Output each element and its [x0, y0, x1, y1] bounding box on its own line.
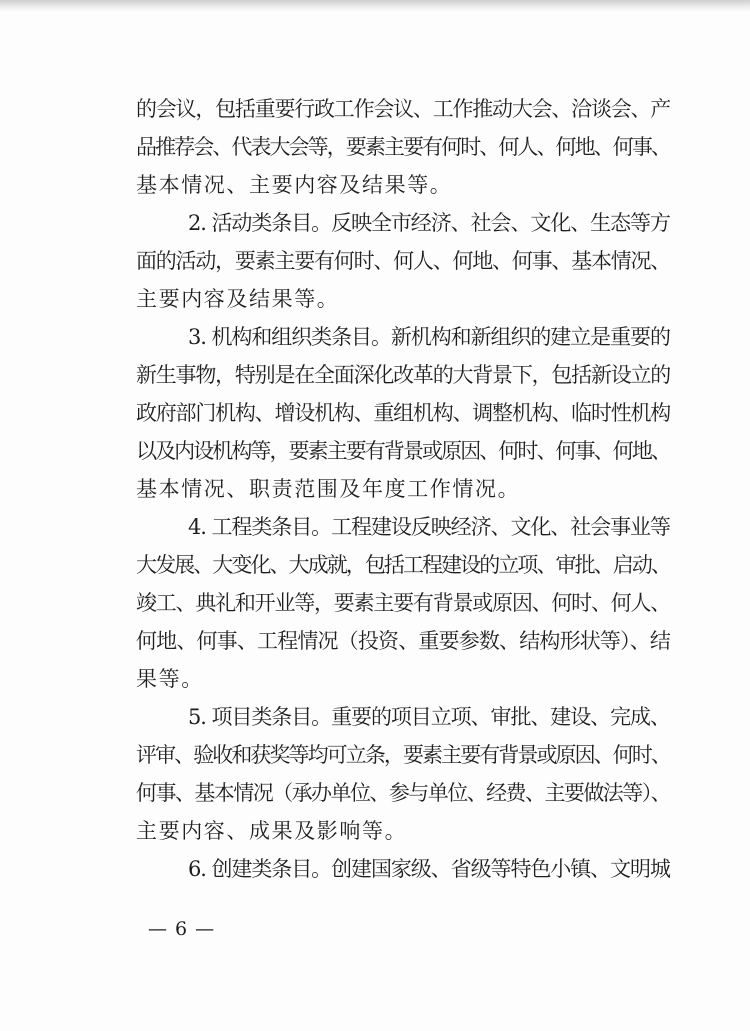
- paragraph-engineering: [136, 508, 670, 698]
- paragraph-continuation: [136, 90, 670, 204]
- text-line: 主要内容及结果等。: [136, 287, 340, 311]
- text-line: 5. 项目类条目。重要的项目立项、审批、建设、完成、: [188, 705, 670, 729]
- text-line: 3. 机构和组织类条目。新机构和新组织的建立是重要的: [188, 325, 670, 349]
- page-number: — 6 —: [148, 918, 216, 940]
- text-line: 的会议，包括重要行政工作会议、工作推动大会、洽谈会、产: [136, 97, 670, 121]
- text-line: 4. 工程类条目。工程建设反映经济、文化、社会事业等: [188, 515, 670, 539]
- paragraph-institutions: [136, 318, 670, 508]
- text-line: 评审、验收和获奖等均可立条，要素主要有背景或原因、何时、: [136, 743, 670, 767]
- text-line: 竣工、典礼和开业等，要素主要有背景或原因、何时、何人、: [136, 591, 670, 615]
- paragraph-activities: [136, 204, 670, 318]
- text-line: 基本情况、主要内容及结果等。: [136, 173, 453, 197]
- text-line: 主要内容、成果及影响等。: [136, 819, 408, 843]
- paragraph-creation: [136, 850, 670, 888]
- text-line: 以及内设机构等，要素主要有背景或原因、何时、何事、何地、: [136, 439, 670, 463]
- text-line: 6. 创建类条目。创建国家级、省级等特色小镇、文明城: [188, 857, 670, 881]
- text-line: 2. 活动类条目。反映全市经济、社会、文化、生态等方: [188, 211, 670, 235]
- paragraph-projects: [136, 698, 670, 850]
- text-line: 政府部门机构、增设机构、重组机构、调整机构、临时性机构: [136, 401, 670, 425]
- text-line: 大发展、大变化、大成就，包括工程建设的立项、审批、启动、: [136, 553, 670, 577]
- body-text: [136, 90, 670, 888]
- text-line: 新生事物，特别是在全面深化改革的大背景下，包括新设立的: [136, 363, 670, 387]
- text-line: 基本情况、职责范围及年度工作情况。: [136, 477, 521, 501]
- text-line: 品推荐会、代表大会等，要素主要有何时、何人、何地、何事、: [136, 135, 670, 159]
- text-line: 面的活动，要素主要有何时、何人、何地、何事、基本情况、: [136, 249, 670, 273]
- text-line: 果等。: [136, 667, 204, 691]
- text-line: 何地、何事、工程情况（投资、重要参数、结构形状等）、结: [136, 629, 670, 653]
- text-line: 何事、基本情况（承办单位、参与单位、经费、主要做法等）、: [136, 781, 670, 805]
- scan-edge-shadow: [0, 0, 750, 12]
